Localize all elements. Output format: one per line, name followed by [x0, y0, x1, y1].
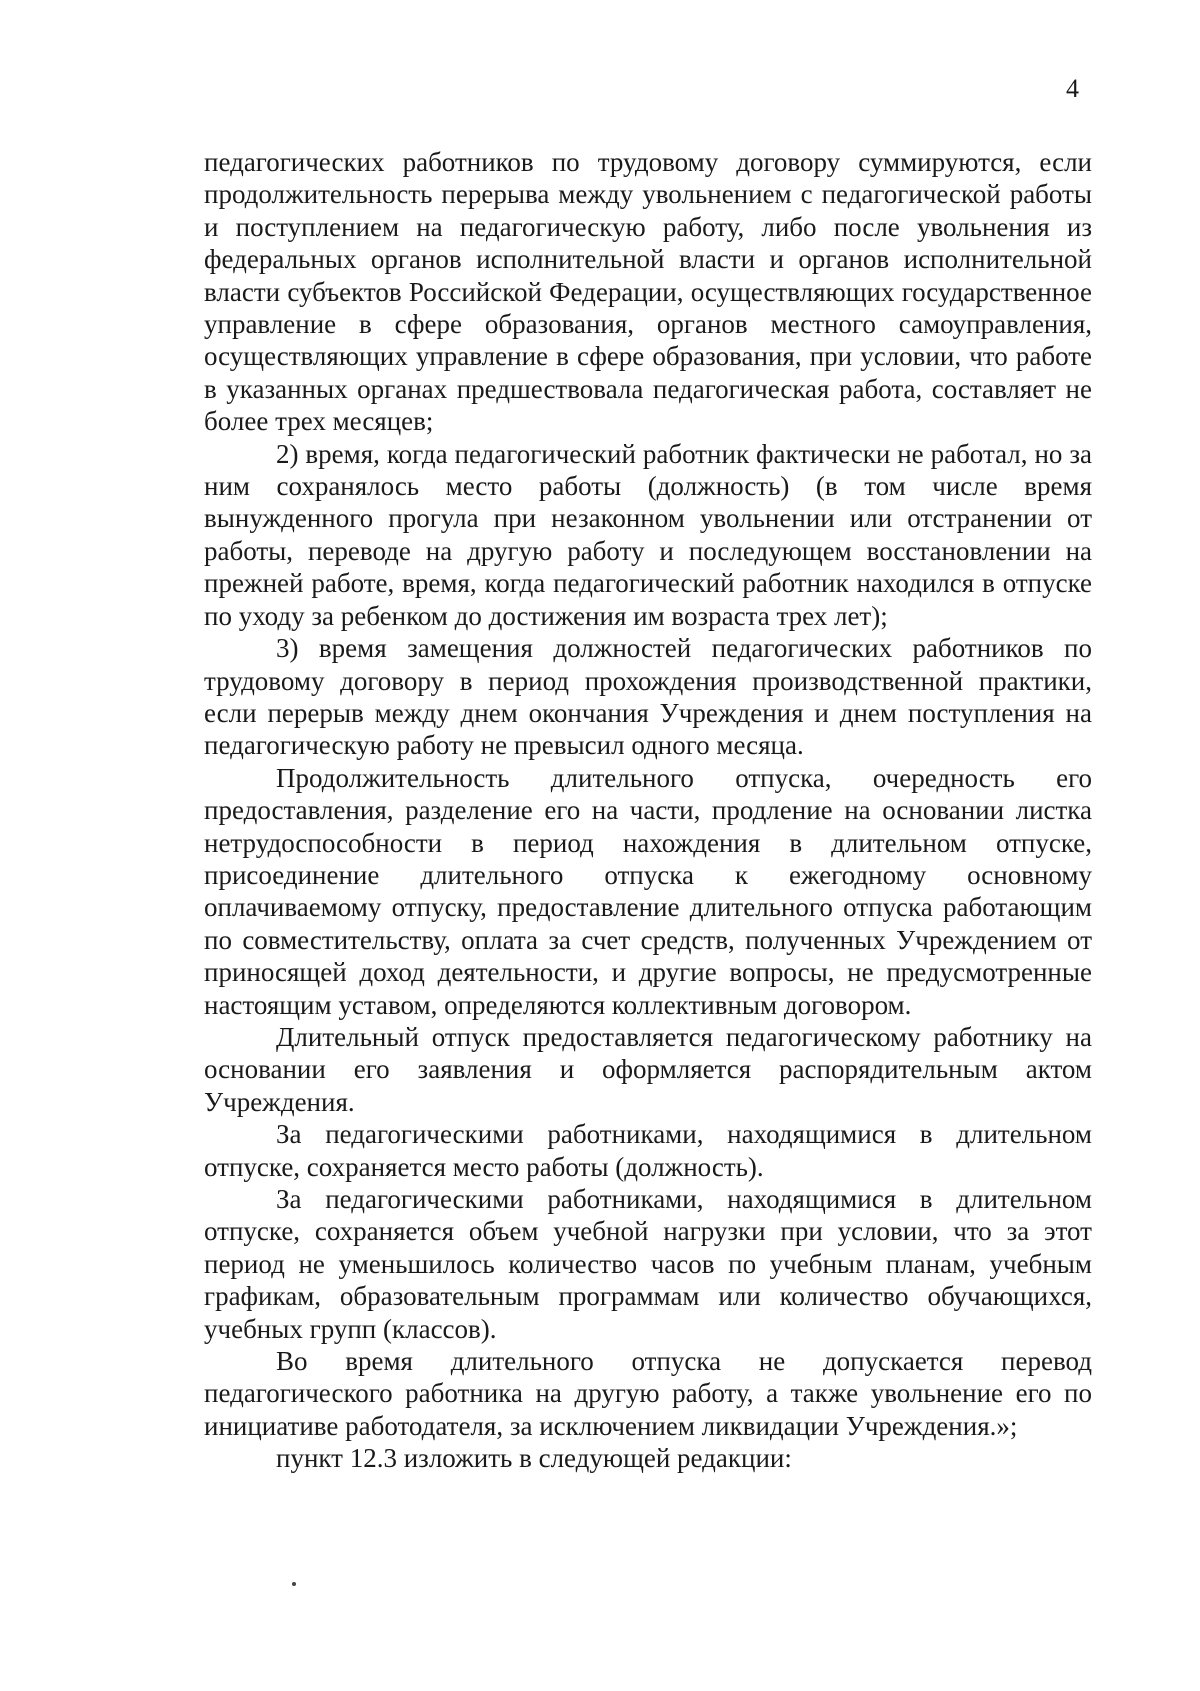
paragraph-item-2: 2) время, когда педагогический работник фактически не работал, но за ним сохранялось место работы (должность) (в том числе время вынужденного прогула при незаконном увольнении или отстранении от работы, переводе на другую работу и последующем восстановлении на прежней работе, время, когда педагогический работник находился в отпуске по уходу за ребенком до достижения им возраста трех лет); — [204, 438, 1092, 631]
paragraph-continuation: педагогических работников по трудовому договору суммируются, если продолжительность перерыва между увольнением с педагогической работы и поступлением на педагогическую работу, либо после увольнения из федеральных органов исполнительной власти и органов исполнительной власти субъектов Российской Федерации, осуществляющих государственное управление в сфере образования, органов местного самоуправления, осуществляющих управление в сфере образования, при условии, что работе в указанных органах предшествовала педагогическая работа, составляет не более трех месяцев; — [204, 147, 1092, 437]
page-number: 4 — [1066, 74, 1079, 103]
paragraph-workload-kept: За педагогическими работниками, находящимися в длительном отпуске, сохраняется объем учебной нагрузки при условии, что за этот период не уменьшилось количество часов по учебным планам, учебным графикам, образовательным программам или количество обучающихся, учебных групп (классов). — [204, 1184, 1092, 1344]
paragraph-leave-duration: Продолжительность длительного отпуска, очередность его предоставления, разделение его на части, продление на основании листка нетрудоспособности в период нахождения в длительном отпуске, присоединение длительного отпуска к ежегодному основному оплачиваемому отпуску, предоставление длительного отпуска работающим по совместительству, оплата за счет средств, полученных Учреждением от приносящей доход деятельности, и другие вопросы, не предусмотренные настоящим уставом, определяются коллективным договором. — [204, 762, 1092, 1020]
paragraph-transfer-prohibited: Во время длительного отпуска не допускается перевод педагогического работника на другую работу, а также увольнение его по инициативе работодателя, за исключением ликвидации Учреждения.»; — [204, 1346, 1092, 1441]
paragraph-workplace-kept: За педагогическими работниками, находящимися в длительном отпуске, сохраняется место работы (должность). — [204, 1119, 1092, 1182]
paragraph-item-3: 3) время замещения должностей педагогических работников по трудовому договору в период прохождения производственной практики, если перерыв между днем окончания Учреждения и днем поступления на педагогическую работу не превысил одного месяца. — [204, 633, 1092, 761]
paragraph-leave-granted: Длительный отпуск предоставляется педагогическому работнику на основании его заявления и оформляется распорядительным актом Учреждения. — [204, 1021, 1092, 1117]
scan-artifact-dot — [292, 1582, 296, 1586]
paragraph-clause-12-3: пункт 12.3 изложить в следующей редакции: — [276, 1443, 792, 1474]
document-body — [204, 146, 1092, 1475]
